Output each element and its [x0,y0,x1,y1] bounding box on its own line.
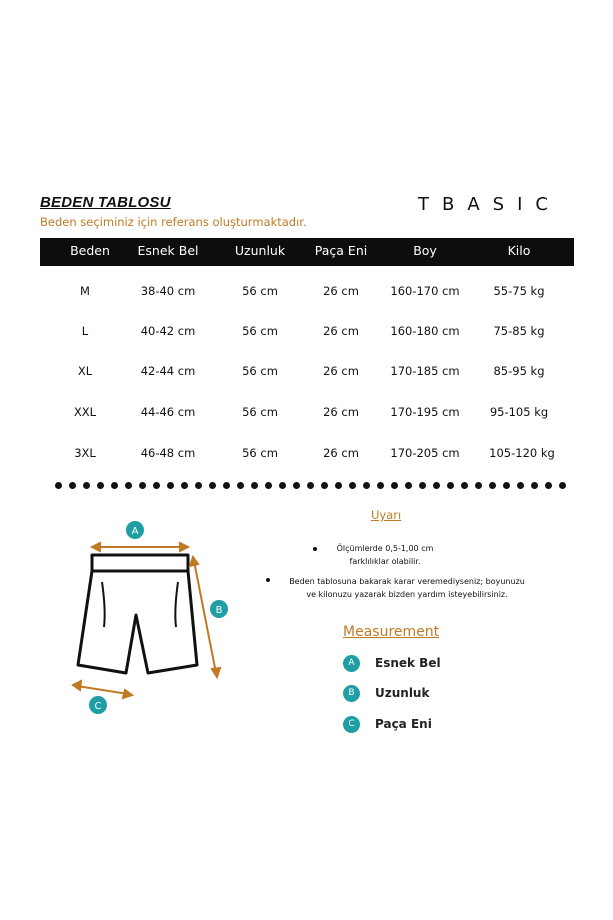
table-cell: 85-95 kg [493,364,545,378]
table-cell: M [80,284,90,298]
divider-dot [447,482,454,489]
table-cell: XXL [73,405,97,419]
table-cell: 56 cm [242,324,278,338]
table-cell: 160-180 cm [390,324,460,338]
divider-dot [195,482,202,489]
table-cell: 40-42 cm [140,324,196,338]
divider-dot [433,482,440,489]
legend-badge-a-icon: A [343,655,360,672]
divider-dot [461,482,468,489]
legend-label-paca-eni: Paça Eni [375,717,432,731]
table-cell: 170-195 cm [390,405,460,419]
divider-dot [209,482,216,489]
divider-dot [265,482,272,489]
divider-dot [153,482,160,489]
table-cell: 46-48 cm [140,446,196,460]
dotted-divider [55,482,567,490]
shorts-outline-icon [78,555,197,673]
divider-dot [559,482,566,489]
table-cell: 26 cm [323,324,359,338]
divider-dot [251,482,258,489]
brand-logo: TBASIC [418,194,561,215]
warning-item [300,542,470,568]
measure-line-a [92,543,188,551]
divider-dot [307,482,314,489]
table-cell: L [81,324,89,338]
divider-dot [335,482,342,489]
divider-dot [475,482,482,489]
warning-text: farklılıklar olabilir. [349,557,421,566]
page-subtitle: Beden seçiminiz için referans oluşturmaktadır. [40,215,307,229]
table-cell: 105-120 kg [489,446,555,460]
svg-text:B: B [215,605,223,616]
divider-dot [405,482,412,489]
divider-dot [139,482,146,489]
divider-dot [503,482,510,489]
table-header [40,238,574,266]
legend-badge-c-icon: C [343,716,360,733]
table-cell: 56 cm [242,284,278,298]
legend-label-esnek-bel: Esnek Bel [375,656,441,670]
divider-dot [363,482,370,489]
divider-dot [279,482,286,489]
measurement-title: Measurement [343,624,440,640]
legend-badge-b-icon: B [343,685,360,702]
column-header-paca-eni: Paça Eni [314,243,368,258]
warning-text: ve kilonuzu yazarak bizden yardım isteyebilirsiniz. [306,590,508,599]
divider-dot [489,482,496,489]
measure-line-c [73,681,132,698]
divider-dot [377,482,384,489]
svg-text:A: A [131,526,139,537]
divider-dot [391,482,398,489]
table-cell: 3XL [74,446,96,460]
marker-b-icon [210,600,228,618]
bullet-icon [266,578,270,582]
table-cell: 55-75 kg [493,284,545,298]
legend-label-uzunluk: Uzunluk [375,686,430,700]
column-header-boy: Boy [413,243,437,258]
table-cell: 26 cm [323,405,359,419]
divider-dot [111,482,118,489]
marker-a-icon [126,521,144,539]
table-cell: 56 cm [242,405,278,419]
table-cell: XL [77,364,93,378]
divider-dot [531,482,538,489]
table-cell: 42-44 cm [140,364,196,378]
divider-dot [55,482,62,489]
column-header-uzunluk: Uzunluk [234,243,286,258]
column-header-esnek-bel: Esnek Bel [137,243,199,258]
divider-dot [419,482,426,489]
divider-dot [237,482,244,489]
warning-text: Beden tablosuna bakarak karar veremediyseniz; boyunuzu [289,577,525,586]
shorts-diagram [60,515,240,720]
divider-dot [83,482,90,489]
table-cell: 75-85 kg [493,324,545,338]
table-cell: 160-170 cm [390,284,460,298]
table-cell: 38-40 cm [140,284,196,298]
warning-item [272,575,542,601]
table-cell: 56 cm [242,364,278,378]
table-cell: 170-185 cm [390,364,460,378]
divider-dot [517,482,524,489]
table-cell: 170-205 cm [390,446,460,460]
divider-dot [349,482,356,489]
divider-dot [321,482,328,489]
warning-title: Uyarı [371,508,402,522]
svg-text:C: C [94,701,102,712]
divider-dot [545,482,552,489]
divider-dot [223,482,230,489]
page-title: BEDEN TABLOSU [40,194,171,211]
table-cell: 26 cm [323,446,359,460]
divider-dot [293,482,300,489]
column-header-beden: Beden [70,243,110,258]
table-cell: 26 cm [323,364,359,378]
divider-dot [167,482,174,489]
divider-dot [69,482,76,489]
marker-c-icon [89,696,107,714]
column-header-kilo: Kilo [507,243,531,258]
table-cell: 44-46 cm [140,405,196,419]
table-cell: 56 cm [242,446,278,460]
table-cell: 26 cm [323,284,359,298]
divider-dot [125,482,132,489]
table-cell: 95-105 kg [489,405,549,419]
divider-dot [181,482,188,489]
warning-text: Ölçümlerde 0,5-1,00 cm [336,544,434,553]
divider-dot [97,482,104,489]
